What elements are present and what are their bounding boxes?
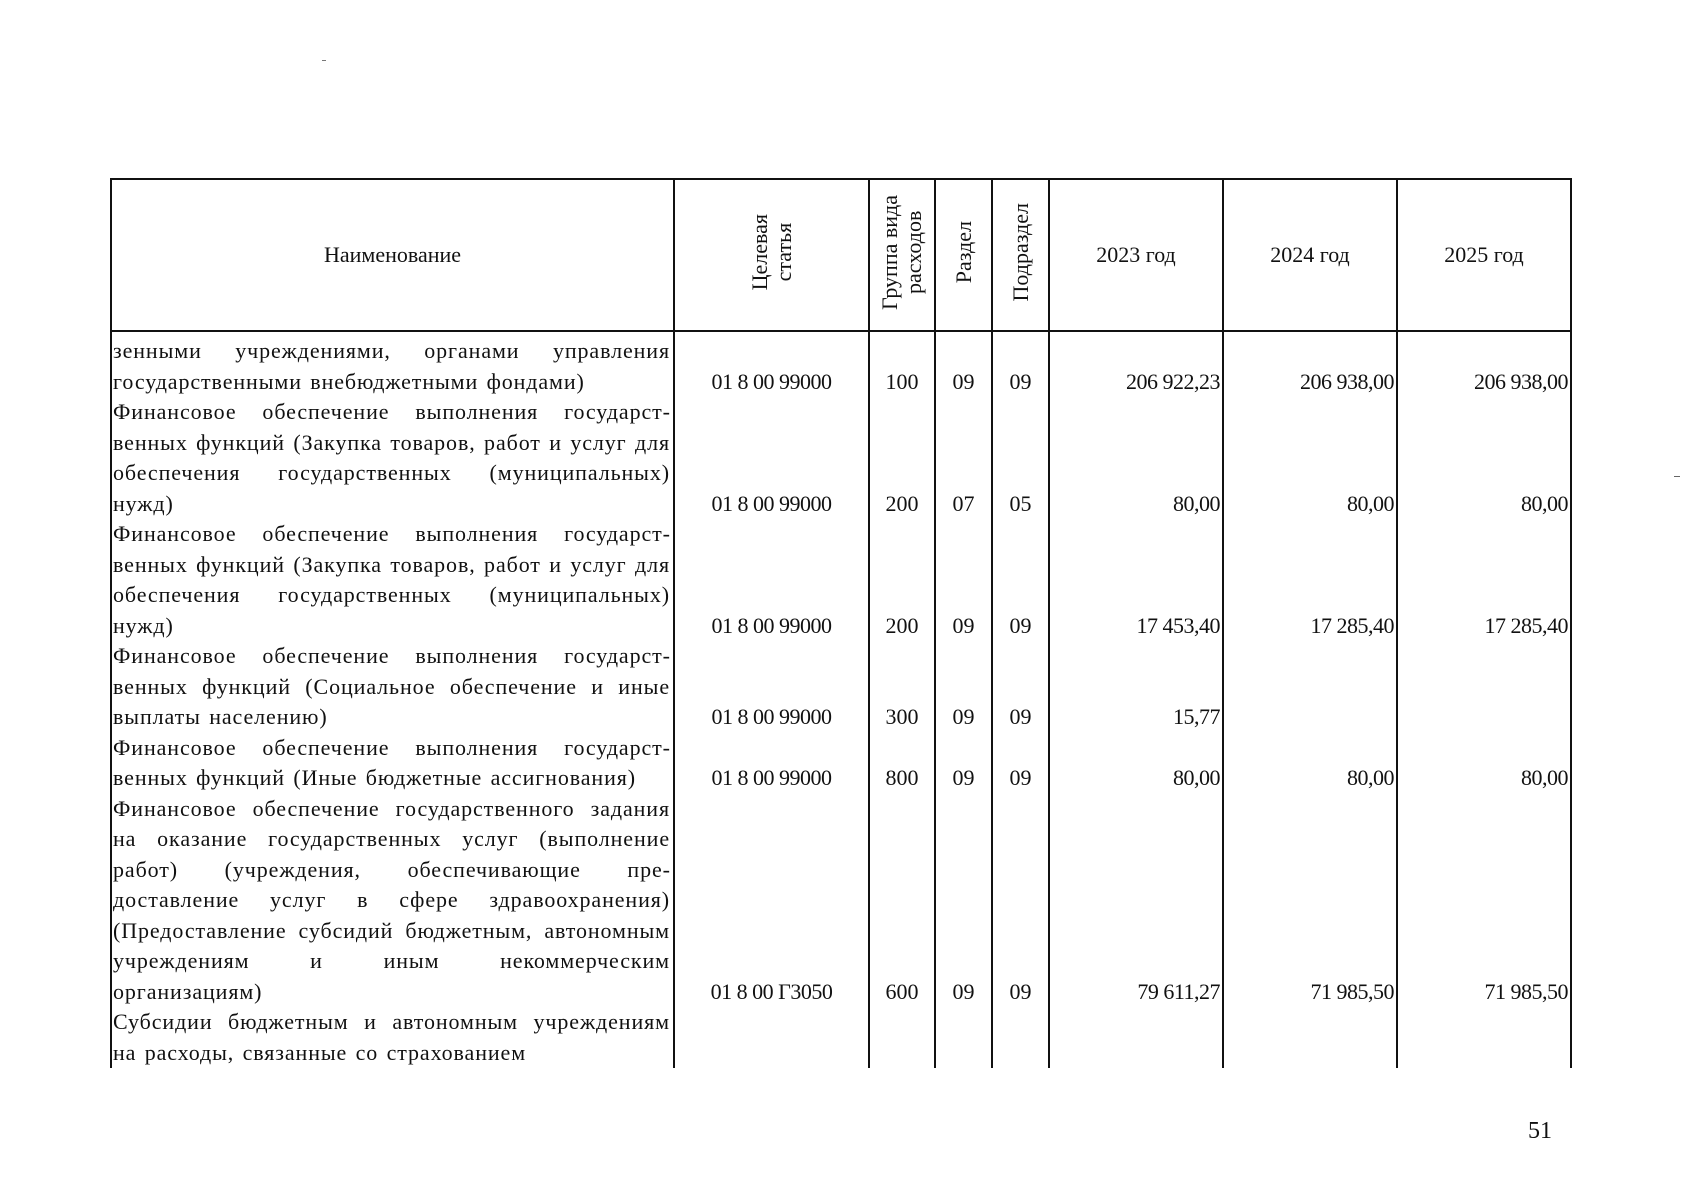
- row-target-article: 01 8 00 99000: [674, 397, 869, 519]
- row-name: Финансовое обеспечение государственного задания на оказание государственных услуг (выполнение работ) (учреждения, обеспечивающие предоставление услуг в сфере здравоохранения) (Предоставление субсидий бюджетным, автономным учреждениям и иным некоммерческим организациям): [111, 794, 674, 1008]
- table-row: [111, 331, 1571, 397]
- row-amount-2024: 71 985,50: [1223, 794, 1397, 1008]
- row-amount-2023: 80,00: [1049, 397, 1223, 519]
- header-2025: 2025 год: [1397, 179, 1571, 331]
- row-subsection: 05: [992, 397, 1049, 519]
- row-amount-2025: [1397, 641, 1571, 733]
- row-section: [935, 1007, 992, 1068]
- table-row: [111, 519, 1571, 641]
- row-amount-2025: 71 985,50: [1397, 794, 1571, 1008]
- row-amount-2024: 80,00: [1223, 733, 1397, 794]
- header-2024: 2024 год: [1223, 179, 1397, 331]
- row-amount-2023: 79 611,27: [1049, 794, 1223, 1008]
- row-target-article: 01 8 00 99000: [674, 733, 869, 794]
- row-expense-group: 600: [869, 794, 935, 1008]
- row-subsection: 09: [992, 331, 1049, 397]
- row-target-article: [674, 1007, 869, 1068]
- row-amount-2024: 206 938,00: [1223, 331, 1397, 397]
- row-amount-2025: 206 938,00: [1397, 331, 1571, 397]
- row-target-article: 01 8 00 99000: [674, 519, 869, 641]
- row-target-article: 01 8 00 99000: [674, 641, 869, 733]
- row-amount-2025: [1397, 1007, 1571, 1068]
- budget-table: [110, 178, 1572, 1068]
- row-section: 09: [935, 794, 992, 1008]
- row-amount-2025: 80,00: [1397, 733, 1571, 794]
- row-expense-group: 200: [869, 397, 935, 519]
- row-subsection: [992, 1007, 1049, 1068]
- row-amount-2023: 15,77: [1049, 641, 1223, 733]
- row-amount-2023: 17 453,40: [1049, 519, 1223, 641]
- row-name: Финансовое обеспечение выполнения государственных функций (Иные бюджетные ассигнования): [111, 733, 674, 794]
- row-expense-group: [869, 1007, 935, 1068]
- row-name: Финансовое обеспечение выполнения государственных функций (Закупка товаров, работ и услуг для обеспечения государственных (муниципальных) нужд): [111, 519, 674, 641]
- row-name: зенными учреждениями, органами управления государственными внебюджетными фондами): [111, 331, 674, 397]
- row-amount-2024: 80,00: [1223, 397, 1397, 519]
- row-section: 09: [935, 519, 992, 641]
- header-subsection: Подраздел: [992, 179, 1049, 331]
- row-amount-2023: 80,00: [1049, 733, 1223, 794]
- header-target-article: Целевая статья: [674, 179, 869, 331]
- row-section: 07: [935, 397, 992, 519]
- row-subsection: 09: [992, 641, 1049, 733]
- scan-speck: [1674, 476, 1680, 477]
- table-row: [111, 733, 1571, 794]
- row-expense-group: 200: [869, 519, 935, 641]
- table-row: [111, 641, 1571, 733]
- row-subsection: 09: [992, 794, 1049, 1008]
- header-expense-group: Группа вида расходов: [869, 179, 935, 331]
- header-name: Наименование: [111, 179, 674, 331]
- table-row: [111, 794, 1571, 1008]
- table-row: [111, 397, 1571, 519]
- page-number: 51: [1528, 1118, 1552, 1144]
- row-amount-2025: 80,00: [1397, 397, 1571, 519]
- table-row: [111, 1007, 1571, 1068]
- row-subsection: 09: [992, 519, 1049, 641]
- row-section: 09: [935, 641, 992, 733]
- row-name: Финансовое обеспечение выполнения государственных функций (Закупка товаров, работ и услуг для обеспечения государственных (муниципальных) нужд): [111, 397, 674, 519]
- row-amount-2024: [1223, 1007, 1397, 1068]
- table-header-row: [111, 179, 1571, 331]
- scan-speck: [322, 60, 326, 61]
- row-amount-2023: [1049, 1007, 1223, 1068]
- row-target-article: 01 8 00 99000: [674, 331, 869, 397]
- row-amount-2023: 206 922,23: [1049, 331, 1223, 397]
- row-section: 09: [935, 331, 992, 397]
- row-subsection: 09: [992, 733, 1049, 794]
- row-amount-2024: 17 285,40: [1223, 519, 1397, 641]
- row-target-article: 01 8 00 Г3050: [674, 794, 869, 1008]
- row-amount-2024: [1223, 641, 1397, 733]
- row-section: 09: [935, 733, 992, 794]
- row-name: Финансовое обеспечение выполнения государственных функций (Социальное обеспечение и иные выплаты населению): [111, 641, 674, 733]
- row-expense-group: 800: [869, 733, 935, 794]
- row-expense-group: 300: [869, 641, 935, 733]
- header-section: Раздел: [935, 179, 992, 331]
- header-2023: 2023 год: [1049, 179, 1223, 331]
- row-amount-2025: 17 285,40: [1397, 519, 1571, 641]
- row-name: Субсидии бюджетным и автономным учреждениям на расходы, связанные со страхованием: [111, 1007, 674, 1068]
- row-expense-group: 100: [869, 331, 935, 397]
